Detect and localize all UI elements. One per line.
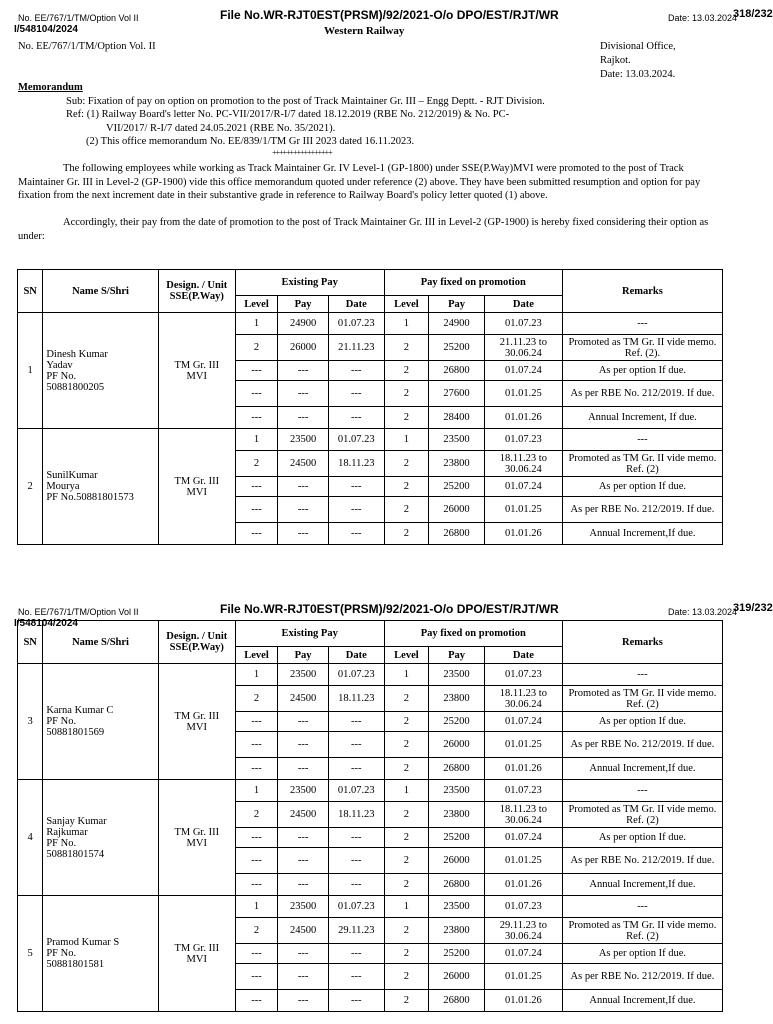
employee-name-line: PF No.: [46, 716, 77, 727]
fixed-pay-cell: 26000: [429, 964, 485, 990]
existing-date-cell: ---: [328, 828, 384, 848]
table-row: [18, 313, 723, 335]
fixed-date-cell: 01.01.25: [484, 964, 562, 990]
remarks-cell: ---: [562, 313, 722, 335]
fixed-level-cell: 2: [384, 497, 429, 523]
existing-level-cell: 1: [235, 313, 278, 335]
fixed-date-cell: 01.01.26: [484, 874, 562, 896]
header-remarks: Remarks: [562, 621, 722, 664]
remarks-cell: Promoted as TM Gr. II vide memo. Ref. (2): [562, 802, 722, 828]
existing-pay-cell: ---: [278, 523, 329, 545]
existing-pay-cell: 23500: [278, 429, 329, 451]
subject-line: Sub: Fixation of pay on option on promotion to the post of Track Maintainer Gr. III – Engg Deptt. - RJT Division.: [66, 96, 545, 107]
existing-date-cell: ---: [328, 732, 384, 758]
remarks-cell: Annual Increment,If due.: [562, 874, 722, 896]
existing-level-cell: ---: [235, 758, 278, 780]
organization-title: Western Railway: [324, 25, 405, 37]
designation-cell: [158, 780, 235, 896]
fixed-pay-cell: 25200: [429, 944, 485, 964]
remarks-cell: As per RBE No. 212/2019. If due.: [562, 732, 722, 758]
fixed-date-cell: 01.07.23: [484, 313, 562, 335]
existing-pay-cell: ---: [278, 407, 329, 429]
pay-fixation-table-page-1: [17, 269, 723, 545]
existing-pay-cell: ---: [278, 497, 329, 523]
remarks-cell: As per RBE No. 212/2019. If due.: [562, 497, 722, 523]
existing-level-cell: 2: [235, 686, 278, 712]
existing-date-cell: ---: [328, 477, 384, 497]
serial-number-cell: 4: [18, 780, 43, 896]
remarks-cell: ---: [562, 780, 722, 802]
serial-number-cell: 5: [18, 896, 43, 1012]
header-fixed-date: Date: [484, 647, 562, 664]
employee-name-cell: [43, 896, 158, 1012]
designation-line: MVI: [186, 721, 207, 733]
fixed-pay-cell: 25200: [429, 828, 485, 848]
fixed-date-cell: 01.07.23: [484, 429, 562, 451]
reference-line-2: (2) This office memorandum No. EE/839/1/TM Gr III 2023 dated 16.11.2023.: [86, 136, 415, 147]
table-row: [18, 429, 723, 451]
fixed-date-cell: 21.11.23 to 30.06.24: [484, 335, 562, 361]
existing-level-cell: ---: [235, 944, 278, 964]
table-row: [18, 780, 723, 802]
fixed-date-cell: 01.07.24: [484, 712, 562, 732]
memorandum-title: Memorandum: [18, 82, 83, 93]
fixed-level-cell: 2: [384, 732, 429, 758]
existing-level-cell: 1: [235, 429, 278, 451]
fixed-pay-cell: 26800: [429, 523, 485, 545]
existing-date-cell: ---: [328, 381, 384, 407]
header-existing-pay-amount: Pay: [278, 647, 329, 664]
existing-date-cell: ---: [328, 497, 384, 523]
designation-cell: [158, 313, 235, 429]
serial-number-cell: 1: [18, 313, 43, 429]
fixed-level-cell: 2: [384, 361, 429, 381]
employee-name-line: 50881800205: [46, 381, 105, 393]
existing-pay-cell: ---: [278, 990, 329, 1012]
header-fixed-level: Level: [384, 296, 429, 313]
designation-line: TM Gr. III: [174, 942, 220, 954]
designation-line: MVI: [186, 953, 207, 965]
fixed-pay-cell: 27600: [429, 381, 485, 407]
fixed-pay-cell: 26000: [429, 848, 485, 874]
fixed-pay-cell: 26800: [429, 874, 485, 896]
remarks-cell: As per RBE No. 212/2019. If due.: [562, 381, 722, 407]
fixed-level-cell: 2: [384, 848, 429, 874]
existing-pay-cell: ---: [278, 964, 329, 990]
fixed-level-cell: 1: [384, 780, 429, 802]
table-row: [18, 664, 723, 686]
existing-date-cell: 01.07.23: [328, 780, 384, 802]
fixed-date-cell: 29.11.23 to 30.06.24: [484, 918, 562, 944]
employee-name-line: 50881801574: [46, 848, 105, 860]
fixed-level-cell: 1: [384, 664, 429, 686]
header-fixed-pay-amount: Pay: [429, 647, 485, 664]
diary-number: I/548104/2024: [14, 24, 78, 35]
fixed-pay-cell: 25200: [429, 335, 485, 361]
existing-pay-cell: 23500: [278, 896, 329, 918]
fixed-level-cell: 2: [384, 944, 429, 964]
existing-level-cell: 2: [235, 802, 278, 828]
fixed-date-cell: 01.07.24: [484, 828, 562, 848]
fixed-date-cell: 01.01.26: [484, 407, 562, 429]
header-fixed-date: Date: [484, 296, 562, 313]
header-name: Name S/Shri: [43, 621, 158, 664]
intro-paragraph: The following employees while working as Track Maintainer Gr. IV Level-1 (GP-1800) under SSE(P.Way)MVI were promoted to the post of Track Maintainer Gr. III in Level-2 (GP-1900) vide this office memorandum quoted under reference (2) above. They have been submitted resumption and option for pay fixation from the next increment date in their substantive grade in reference to Railway Board's policy letter quoted (1) above.: [18, 163, 701, 201]
existing-date-cell: ---: [328, 944, 384, 964]
employee-name-cell: [43, 429, 158, 545]
fixed-pay-cell: 26800: [429, 361, 485, 381]
remarks-cell: As per option If due.: [562, 361, 722, 381]
fixed-date-cell: 01.07.24: [484, 477, 562, 497]
fixed-date-cell: 18.11.23 to 30.06.24: [484, 451, 562, 477]
separator-stars: +++++++++++++++++: [272, 148, 332, 157]
remarks-cell: ---: [562, 429, 722, 451]
fixed-pay-cell: 28400: [429, 407, 485, 429]
remarks-cell: Promoted as TM Gr. II vide memo. Ref. (2): [562, 451, 722, 477]
reference-line-1-cont: VII/2017/ R-I/7 dated 24.05.2021 (RBE No. 35/2021).: [106, 123, 336, 134]
remarks-cell: As per option If due.: [562, 828, 722, 848]
existing-date-cell: ---: [328, 848, 384, 874]
header-existing-pay: Existing Pay: [235, 621, 384, 647]
existing-pay-cell: 26000: [278, 335, 329, 361]
remarks-cell: Annual Increment,If due.: [562, 758, 722, 780]
remarks-cell: ---: [562, 896, 722, 918]
header-fixed-level: Level: [384, 647, 429, 664]
existing-date-cell: 18.11.23: [328, 451, 384, 477]
pay-fixation-table-page-2: [17, 620, 723, 1012]
date-header: Date: 13.03.2024: [668, 13, 738, 23]
designation-line: MVI: [186, 486, 207, 498]
existing-level-cell: ---: [235, 523, 278, 545]
employee-name-line: Mourya: [46, 481, 80, 492]
existing-date-cell: ---: [328, 758, 384, 780]
employee-name-line: PF No.: [46, 370, 77, 382]
fixed-level-cell: 1: [384, 429, 429, 451]
existing-date-cell: ---: [328, 712, 384, 732]
fixed-level-cell: 2: [384, 918, 429, 944]
fixed-level-cell: 2: [384, 477, 429, 497]
existing-pay-cell: ---: [278, 848, 329, 874]
employee-name-line: PF No.: [46, 837, 77, 849]
fixed-pay-cell: 23500: [429, 780, 485, 802]
existing-pay-cell: ---: [278, 732, 329, 758]
header-existing-date: Date: [328, 647, 384, 664]
diary-number-page-2: I/548104/2024: [14, 618, 78, 629]
existing-level-cell: ---: [235, 848, 278, 874]
employee-name-cell: [43, 313, 158, 429]
existing-date-cell: 29.11.23: [328, 918, 384, 944]
fixed-date-cell: 01.07.23: [484, 664, 562, 686]
designation-line: TM Gr. III: [174, 359, 220, 371]
remarks-cell: ---: [562, 664, 722, 686]
fixed-level-cell: 2: [384, 712, 429, 732]
existing-level-cell: ---: [235, 990, 278, 1012]
remarks-cell: Promoted as TM Gr. II vide memo. Ref. (2): [562, 686, 722, 712]
existing-pay-cell: 24900: [278, 313, 329, 335]
existing-date-cell: 01.07.23: [328, 664, 384, 686]
fixed-pay-cell: 26000: [429, 497, 485, 523]
reference-number-header-page-2: No. EE/767/1/TM/Option Vol II: [18, 607, 139, 617]
employee-name-line: Karna Kumar C: [46, 705, 114, 716]
designation-cell: [158, 664, 235, 780]
existing-level-cell: 2: [235, 918, 278, 944]
office-date: Date: 13.03.2024.: [600, 69, 676, 80]
existing-pay-cell: 24500: [278, 451, 329, 477]
existing-date-cell: ---: [328, 361, 384, 381]
existing-date-cell: 01.07.23: [328, 429, 384, 451]
fixed-level-cell: 2: [384, 828, 429, 848]
fixed-pay-cell: 23800: [429, 802, 485, 828]
header-sn: SN: [18, 621, 43, 664]
existing-pay-cell: ---: [278, 874, 329, 896]
fixed-level-cell: 1: [384, 313, 429, 335]
existing-pay-cell: 24500: [278, 802, 329, 828]
employee-name-line: PF No.: [46, 948, 77, 959]
existing-level-cell: 2: [235, 451, 278, 477]
existing-level-cell: ---: [235, 874, 278, 896]
fixed-date-cell: 01.01.26: [484, 758, 562, 780]
existing-level-cell: ---: [235, 712, 278, 732]
existing-date-cell: ---: [328, 964, 384, 990]
remarks-cell: Annual Increment,If due.: [562, 523, 722, 545]
fixed-date-cell: 01.07.23: [484, 780, 562, 802]
remarks-cell: As per RBE No. 212/2019. If due.: [562, 848, 722, 874]
employee-name-cell: [43, 780, 158, 896]
remarks-cell: As per option If due.: [562, 712, 722, 732]
date-header-page-2: Date: 13.03.2024: [668, 607, 738, 617]
existing-level-cell: ---: [235, 407, 278, 429]
existing-date-cell: 01.07.23: [328, 896, 384, 918]
existing-pay-cell: 23500: [278, 664, 329, 686]
header-name: Name S/Shri: [43, 270, 158, 313]
existing-level-cell: 1: [235, 664, 278, 686]
fixed-date-cell: 01.01.26: [484, 990, 562, 1012]
page-break: [0, 555, 768, 600]
fixed-level-cell: 2: [384, 990, 429, 1012]
employee-name-line: 50881801581: [46, 959, 105, 970]
fixed-level-cell: 2: [384, 381, 429, 407]
reference-number-header: No. EE/767/1/TM/Option Vol II: [18, 13, 139, 23]
designation-cell: [158, 896, 235, 1012]
existing-pay-cell: ---: [278, 758, 329, 780]
fixed-level-cell: 2: [384, 523, 429, 545]
designation-line: TM Gr. III: [174, 710, 220, 722]
designation-line: MVI: [186, 837, 207, 849]
employee-name-line: Dinesh Kumar: [46, 348, 108, 360]
employee-name-line: Rajkumar: [46, 826, 88, 838]
fixed-level-cell: 1: [384, 896, 429, 918]
existing-pay-cell: 24500: [278, 918, 329, 944]
fixed-pay-cell: 23800: [429, 918, 485, 944]
fixed-pay-cell: 23500: [429, 664, 485, 686]
remarks-cell: As per option If due.: [562, 477, 722, 497]
header-existing-pay-amount: Pay: [278, 296, 329, 313]
serial-number-cell: 2: [18, 429, 43, 545]
fixed-date-cell: 01.01.26: [484, 523, 562, 545]
existing-level-cell: ---: [235, 381, 278, 407]
designation-cell: [158, 429, 235, 545]
fixed-date-cell: 01.07.24: [484, 944, 562, 964]
existing-date-cell: ---: [328, 407, 384, 429]
existing-date-cell: 21.11.23: [328, 335, 384, 361]
header-pay-fixed: Pay fixed on promotion: [384, 621, 562, 647]
fixed-pay-cell: 26000: [429, 732, 485, 758]
serial-number-cell: 3: [18, 664, 43, 780]
fixed-pay-cell: 23500: [429, 429, 485, 451]
employee-name-line: SunilKumar: [46, 470, 98, 481]
existing-level-cell: ---: [235, 361, 278, 381]
existing-date-cell: ---: [328, 874, 384, 896]
existing-level-cell: ---: [235, 497, 278, 523]
existing-date-cell: ---: [328, 990, 384, 1012]
existing-pay-cell: ---: [278, 381, 329, 407]
existing-level-cell: ---: [235, 964, 278, 990]
existing-pay-cell: ---: [278, 712, 329, 732]
page-number: 318/232: [733, 8, 773, 20]
remarks-cell: As per RBE No. 212/2019. If due.: [562, 964, 722, 990]
fixed-date-cell: 01.01.25: [484, 732, 562, 758]
employee-name-line: Yadav: [46, 359, 73, 371]
fixed-date-cell: 18.11.23 to 30.06.24: [484, 686, 562, 712]
employee-name-line: 50881801569: [46, 727, 105, 738]
page-number-page-2: 319/232: [733, 602, 773, 614]
employee-name-line: PF No.50881801573: [46, 492, 134, 503]
employee-name-cell: [43, 664, 158, 780]
header-existing-date: Date: [328, 296, 384, 313]
header-designation: Design. / Unit SSE(P.Way): [158, 270, 235, 313]
fixed-date-cell: 01.01.25: [484, 848, 562, 874]
header-pay-fixed: Pay fixed on promotion: [384, 270, 562, 296]
fixed-level-cell: 2: [384, 451, 429, 477]
existing-pay-cell: 23500: [278, 780, 329, 802]
file-number-header-page-2: File No.WR-RJT0EST(PRSM)/92/2021-O/o DPO/EST/RJT/WR: [220, 602, 559, 616]
existing-date-cell: ---: [328, 523, 384, 545]
fixation-paragraph: Accordingly, their pay from the date of promotion to the post of Track Maintainer Gr. III in Level-2 (GP-1900) is hereby fixed considering their option as under:: [18, 217, 709, 242]
remarks-cell: Promoted as TM Gr. II vide memo. Ref. (2): [562, 918, 722, 944]
remarks-cell: Annual Increment, If due.: [562, 407, 722, 429]
fixed-pay-cell: 23800: [429, 451, 485, 477]
table-row: [18, 896, 723, 918]
existing-date-cell: 18.11.23: [328, 686, 384, 712]
employee-name-line: Pramod Kumar S: [46, 937, 120, 948]
fixed-pay-cell: 26800: [429, 758, 485, 780]
fixed-pay-cell: 23800: [429, 686, 485, 712]
fixed-date-cell: 01.07.23: [484, 896, 562, 918]
fixed-date-cell: 18.11.23 to 30.06.24: [484, 802, 562, 828]
fixed-level-cell: 2: [384, 758, 429, 780]
designation-line: TM Gr. III: [174, 475, 220, 487]
existing-pay-cell: 24500: [278, 686, 329, 712]
fixed-pay-cell: 26800: [429, 990, 485, 1012]
existing-date-cell: 01.07.23: [328, 313, 384, 335]
fixed-level-cell: 2: [384, 407, 429, 429]
fixed-date-cell: 01.01.25: [484, 497, 562, 523]
existing-level-cell: 1: [235, 780, 278, 802]
fixed-date-cell: 01.01.25: [484, 381, 562, 407]
header-existing-level: Level: [235, 647, 278, 664]
existing-level-cell: ---: [235, 732, 278, 758]
fixed-pay-cell: 25200: [429, 712, 485, 732]
existing-level-cell: ---: [235, 477, 278, 497]
remarks-cell: Promoted as TM Gr. II vide memo. Ref. (2).: [562, 335, 722, 361]
header-fixed-pay-amount: Pay: [429, 296, 485, 313]
fixed-level-cell: 2: [384, 964, 429, 990]
employee-name-line: Sanjay Kumar: [46, 815, 107, 827]
fixed-level-cell: 2: [384, 802, 429, 828]
fixed-level-cell: 2: [384, 335, 429, 361]
existing-pay-cell: ---: [278, 828, 329, 848]
header-remarks: Remarks: [562, 270, 722, 313]
header-designation: Design. / Unit SSE(P.Way): [158, 621, 235, 664]
remarks-cell: Annual Increment,If due.: [562, 990, 722, 1012]
existing-pay-cell: ---: [278, 944, 329, 964]
remarks-cell: As per option If due.: [562, 944, 722, 964]
file-number-header: File No.WR-RJT0EST(PRSM)/92/2021-O/o DPO/EST/RJT/WR: [220, 8, 559, 22]
office-line-2: Rajkot.: [600, 55, 631, 66]
fixed-pay-cell: 24900: [429, 313, 485, 335]
fixed-pay-cell: 25200: [429, 477, 485, 497]
existing-level-cell: ---: [235, 828, 278, 848]
header-existing-level: Level: [235, 296, 278, 313]
fixed-pay-cell: 23500: [429, 896, 485, 918]
fixed-level-cell: 2: [384, 874, 429, 896]
office-line-1: Divisional Office,: [600, 41, 676, 52]
fixed-date-cell: 01.07.24: [484, 361, 562, 381]
existing-pay-cell: ---: [278, 361, 329, 381]
designation-line: MVI: [186, 370, 207, 382]
fixed-level-cell: 2: [384, 686, 429, 712]
existing-level-cell: 1: [235, 896, 278, 918]
letter-number: No. EE/767/1/TM/Option Vol. II: [18, 41, 156, 52]
header-existing-pay: Existing Pay: [235, 270, 384, 296]
reference-line-1: Ref: (1) Railway Board's letter No. PC-VII/2017/R-I/7 dated 18.12.2019 (RBE No. 212/2019) & No. PC-: [66, 109, 510, 120]
existing-level-cell: 2: [235, 335, 278, 361]
header-sn: SN: [18, 270, 43, 313]
existing-date-cell: 18.11.23: [328, 802, 384, 828]
existing-pay-cell: ---: [278, 477, 329, 497]
designation-line: TM Gr. III: [174, 826, 220, 838]
